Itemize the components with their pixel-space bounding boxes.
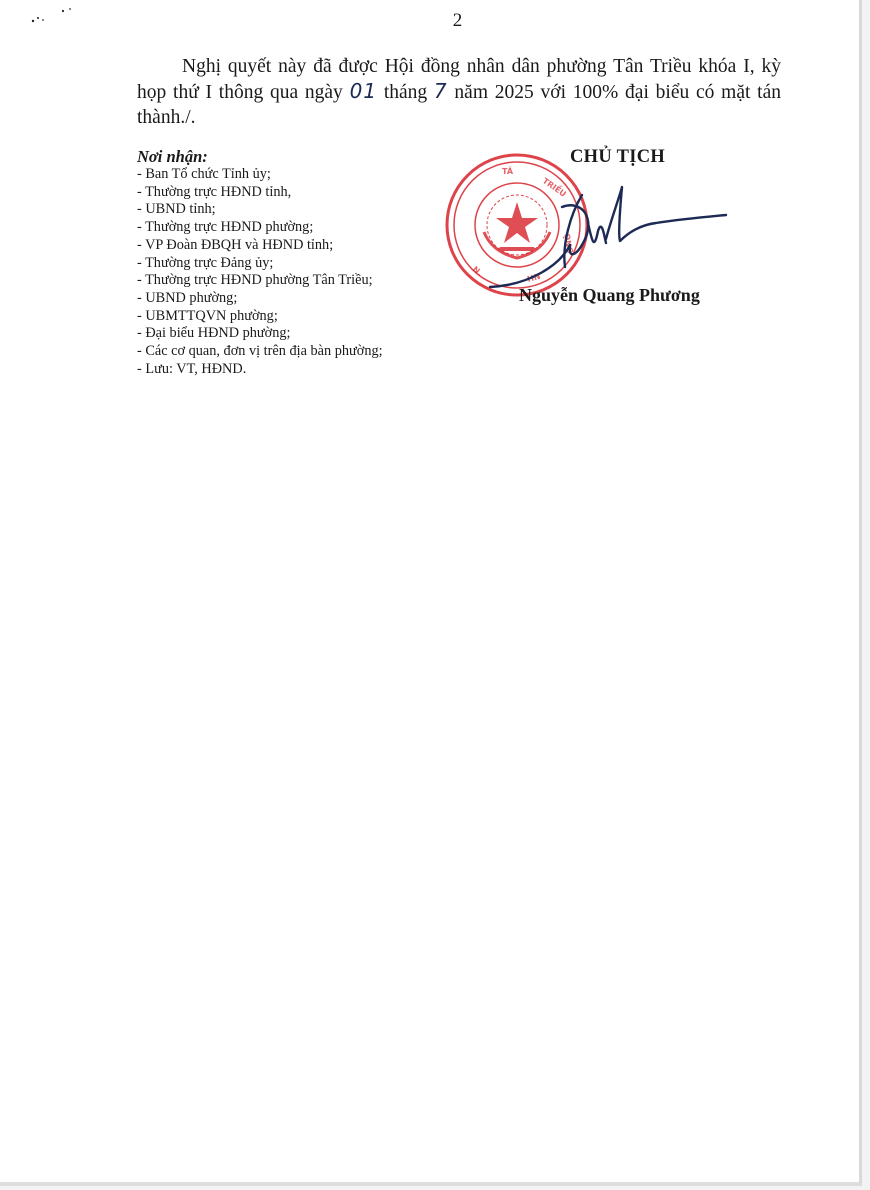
recipient-item: - UBND phường; [137,289,238,306]
recipients-block [137,147,457,378]
signer-name: Nguyễn Quang Phương [519,285,700,305]
paragraph-text-1: Nghị quyết này đã được Hội đồng nhân dân phường Tân Triều khóa I, kỳ họp thứ I thông qua ngày [137,56,781,103]
recipient-item: - Các cơ quan, đơn vị trên địa bàn phường; [137,343,383,360]
chairman-title: CHỦ TỊCH [570,147,666,167]
svg-text:N.: N. [470,264,484,278]
svg-text:TRIỀU: TRIỀU [540,176,568,199]
svg-text:HN: HN [526,271,542,284]
svg-text:ỌNG: ỌNG [562,232,575,255]
recipient-item: - Lưu: VT, HĐND. [137,360,247,377]
recipient-item: - Thường trực HĐND tỉnh, [137,183,292,200]
recipients-title: Nơi nhận: [137,147,208,166]
paragraph-text-2: tháng [377,82,434,103]
recipient-item: - UBND tỉnh; [137,201,216,218]
paragraph-text-3: năm 2025 với 100% đại biểu có mặt tán thành./. [137,82,781,128]
recipients-list [137,166,457,378]
page-number: 2 [452,10,463,31]
recipient-item: - Thường trực Đảng ủy; [137,254,274,271]
recipient-item: - VP Đoàn ĐBQH và HĐND tỉnh; [137,236,334,253]
svg-text:TÂ: TÂ [502,167,514,176]
recipient-item: - Đại biểu HĐND phường; [137,325,291,342]
recipient-item: - Thường trực HĐND phường Tân Triều; [137,272,373,289]
recipient-item: - UBMTTQVN phường; [137,307,278,324]
resolution-closing-paragraph [137,54,781,130]
handwritten-day: 01 [349,79,378,103]
handwritten-month: 7 [433,79,448,103]
recipient-item: - Thường trực HĐND phường; [137,219,314,236]
recipient-item: - Ban Tổ chức Tỉnh ủy; [137,166,271,182]
